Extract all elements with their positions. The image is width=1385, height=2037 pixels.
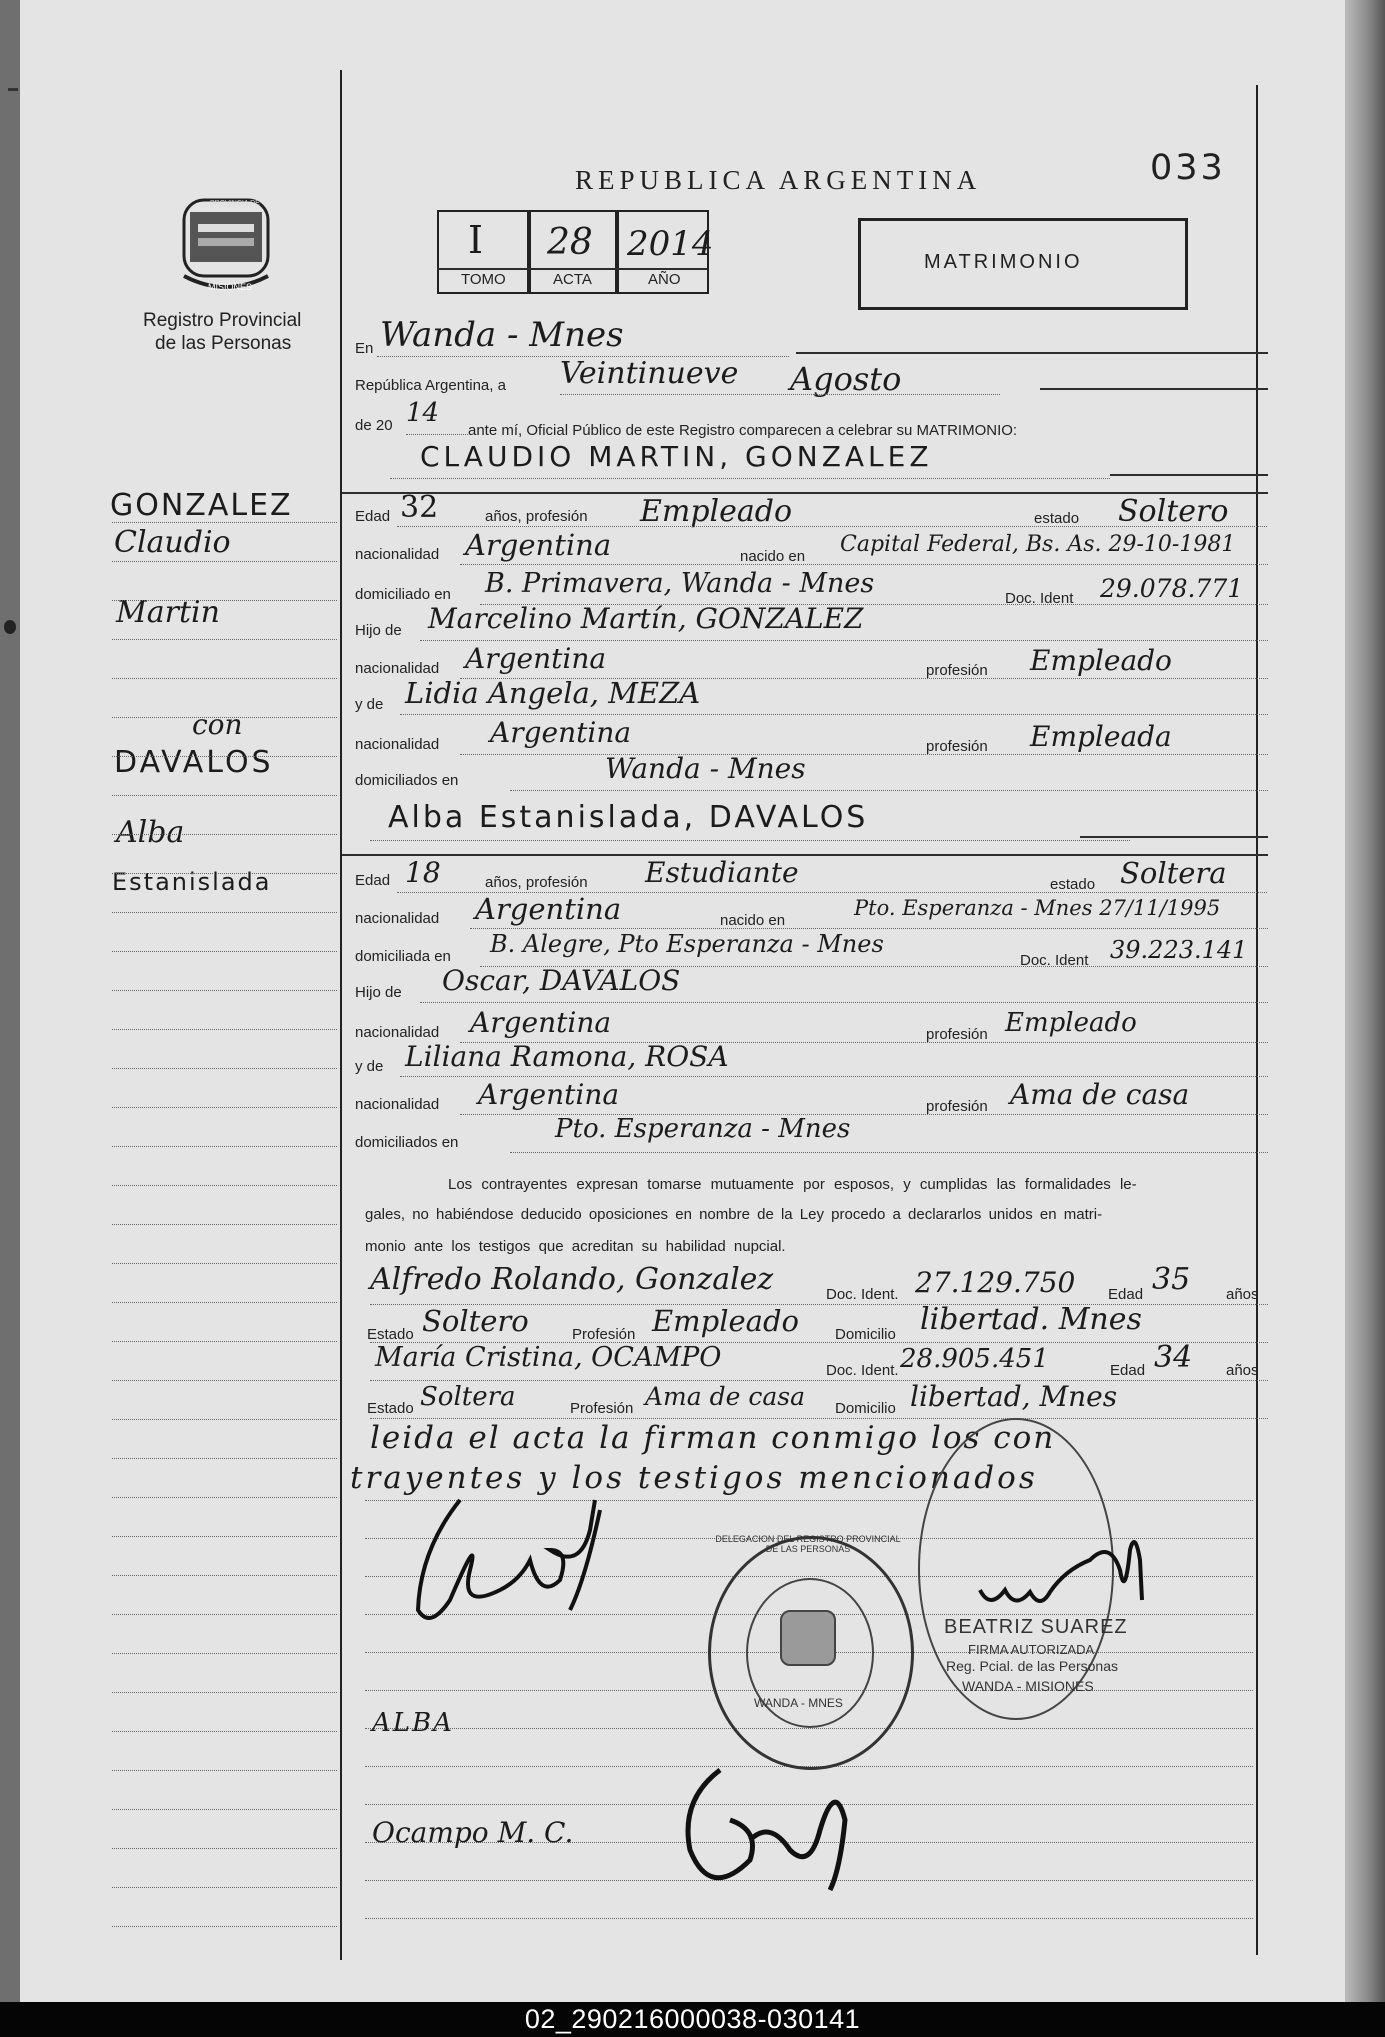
label-profesion: profesión — [926, 1098, 988, 1115]
rule — [460, 564, 1268, 565]
ref-anio-value: 2014 — [627, 224, 714, 264]
rule — [420, 1002, 1268, 1003]
rule — [796, 352, 1268, 354]
label-edad: Edad — [355, 508, 391, 525]
groom-nationality: Argentina — [465, 528, 612, 562]
margin-rule — [112, 639, 337, 640]
closing-line2: trayentes y los testigos mencionados — [350, 1460, 1038, 1496]
margin-bride-name1: Alba — [116, 815, 185, 850]
label-nacionalidad: nacionalidad — [355, 1096, 440, 1113]
body-line2: gales, no habiéndose deducido oposiciones en nombre de la Ley procedo a declararlos unidos en matri- — [365, 1206, 1103, 1223]
body-rule — [365, 1918, 1253, 1919]
witness2-profession: Ama de casa — [645, 1382, 805, 1411]
signature-ocampo: Ocampo M. C. — [372, 1816, 574, 1849]
groom-mother: Lidia Angela, MEZA — [405, 676, 701, 710]
ref-box-divider — [437, 268, 707, 270]
witness2-age: 34 — [1154, 1340, 1193, 1375]
margin-bride-name2: Estanislada — [112, 868, 272, 896]
label-doc-ident2: Doc. Ident. — [826, 1362, 899, 1379]
bride-mother: Liliana Ramona, ROSA — [405, 1040, 729, 1073]
margin-rule — [112, 600, 337, 601]
groom-status: Soltero — [1118, 494, 1229, 529]
margin-rule — [112, 1185, 337, 1186]
witness2-doc: 28.905.451 — [900, 1344, 1049, 1374]
margin-rule — [112, 951, 337, 952]
margin-rule — [112, 1848, 337, 1849]
label-nacionalidad: nacionalidad — [355, 910, 440, 927]
witness2-name: María Cristina, OCAMPO — [375, 1342, 722, 1373]
label-nacionalidad: nacionalidad — [355, 546, 440, 563]
witness1-status: Soltero — [422, 1304, 529, 1338]
label-anos: años — [1226, 1362, 1259, 1379]
margin-divider — [340, 70, 342, 1960]
stamp-name: BEATRIZ SUAREZ — [944, 1616, 1128, 1638]
label-domiciliados-en: domiciliados en — [355, 772, 459, 789]
certificate-page — [20, 0, 1365, 2002]
rule — [1110, 474, 1268, 476]
intro-year: 14 — [406, 398, 440, 428]
margin-rule — [112, 1887, 337, 1888]
groom-address: B. Primavera, Wanda - Mnes — [485, 568, 875, 599]
margin-rule — [112, 561, 337, 562]
bride-profession: Estudiante — [645, 856, 799, 889]
rule — [400, 1076, 1268, 1077]
folio-number: 033 — [1150, 148, 1226, 188]
signature-groom — [400, 1490, 650, 1640]
label-nacionalidad: nacionalidad — [355, 1024, 440, 1041]
margin-rule — [112, 912, 337, 913]
groom-father-profession: Empleado — [1030, 644, 1172, 677]
witness1-profession: Empleado — [652, 1304, 799, 1338]
page-edge — [1345, 0, 1385, 2002]
label-edad2: Edad — [1110, 1362, 1146, 1379]
seal-emblem-icon — [780, 1610, 836, 1666]
doc-type-label: MATRIMONIO — [924, 251, 1083, 273]
rule — [390, 478, 1110, 479]
margin-rule — [112, 1380, 337, 1381]
label-doc-ident: Doc. Ident — [1005, 590, 1074, 607]
margin-rule — [112, 1614, 337, 1615]
bride-full-name: Alba Estanislada, DAVALOS — [388, 800, 869, 835]
margin-rule — [112, 1107, 337, 1108]
rule — [370, 840, 1130, 841]
margin-rule — [112, 1575, 337, 1576]
witness1-name: Alfredo Rolando, Gonzalez — [370, 1262, 774, 1297]
label-domicilio: Domicilio — [835, 1326, 896, 1343]
ref-acta-label: ACTA — [553, 271, 592, 288]
margin-rule — [112, 1341, 337, 1342]
label-y-de: y de — [355, 1058, 384, 1075]
label-profesion: profesión — [926, 738, 988, 755]
body-line1: Los contrayentes expresan tomarse mutuamente por esposos, y cumplidas las formalidades le- — [448, 1176, 1137, 1193]
label-hijo-de: Hijo de — [355, 984, 402, 1001]
signature-alba: ALBA — [372, 1708, 454, 1738]
bride-parents-address: Pto. Esperanza - Mnes — [555, 1114, 851, 1144]
margin-rule — [112, 1263, 337, 1264]
bride-mother-nationality: Argentina — [478, 1078, 620, 1111]
rule — [406, 434, 468, 435]
margin-con: con — [192, 708, 243, 741]
label-edad: Edad — [355, 872, 391, 889]
margin-rule — [112, 1536, 337, 1537]
intro-month: Agosto — [790, 360, 902, 398]
body-line3: monio ante los testigos que acreditan su habilidad nupcial. — [365, 1238, 786, 1255]
rule — [400, 714, 1268, 715]
margin-rule — [112, 834, 337, 835]
rule — [370, 1418, 1268, 1419]
margin-rule — [112, 1926, 337, 1927]
label-domicilio: Domicilio — [835, 1400, 896, 1417]
stamp-place: WANDA - MISIONES — [962, 1678, 1094, 1694]
groom-doc: 29.078.771 — [1100, 574, 1244, 603]
label-y-de: y de — [355, 696, 384, 713]
country-title: REPUBLICA ARGENTINA — [575, 165, 982, 195]
bride-address: B. Alegre, Pto Esperanza - Mnes — [490, 930, 884, 958]
bride-father-nationality: Argentina — [470, 1006, 612, 1039]
label-edad2: Edad — [1108, 1286, 1144, 1303]
groom-born: Capital Federal, Bs. As. 29-10-1981 — [840, 532, 1236, 557]
label-nacionalidad: nacionalidad — [355, 660, 440, 677]
label-republica: República Argentina, a — [355, 377, 506, 394]
margin-rule — [112, 795, 337, 796]
ref-tomo-value: I — [468, 218, 484, 262]
witness2-address: libertad, Mnes — [910, 1380, 1118, 1413]
label-profesion2: Profesión — [570, 1400, 634, 1417]
margin-rule — [112, 1029, 337, 1030]
coat-of-arms-icon — [180, 198, 272, 294]
intro-place: Wanda - Mnes — [380, 315, 624, 355]
label-estado2: Estado — [367, 1400, 414, 1417]
footer-bar — [0, 2002, 1385, 2037]
label-domiciliado-en: domiciliado en — [355, 586, 451, 603]
margin-rule — [112, 990, 337, 991]
stamp-title: FIRMA AUTORIZADA — [968, 1642, 1095, 1657]
label-hijo-de: Hijo de — [355, 622, 402, 639]
rule — [1040, 388, 1268, 390]
signature-witness — [670, 1760, 860, 1900]
margin-rule — [112, 1068, 337, 1069]
label-anos: años — [1226, 1286, 1259, 1303]
rule — [510, 1152, 1268, 1153]
ref-acta-value: 28 — [547, 222, 593, 263]
bride-father: Oscar, DAVALOS — [442, 964, 681, 997]
label-doc-ident: Doc. Ident — [1020, 952, 1089, 969]
bride-status: Soltera — [1120, 856, 1227, 890]
label-anos-profesion: años, profesión — [485, 508, 588, 525]
registry-line2: de las Personas — [155, 333, 292, 354]
groom-age: 32 — [400, 490, 439, 525]
label-estado: estado — [1034, 510, 1080, 527]
witness1-doc: 27.129.750 — [915, 1266, 1076, 1299]
registry-line1: Registro Provincial — [143, 310, 302, 331]
margin-rule — [112, 1731, 337, 1732]
rule — [1080, 836, 1268, 838]
groom-full-name: CLAUDIO MARTIN, GONZALEZ — [420, 440, 933, 473]
signature-official — [970, 1520, 1170, 1620]
margin-rule — [112, 756, 337, 757]
stamp-org: Reg. Pcial. de las Personas — [946, 1658, 1118, 1674]
logo-text-bottom: MISIONES — [208, 282, 253, 292]
label-nacido-en: nacido en — [740, 548, 806, 565]
margin-rule — [112, 678, 337, 679]
margin-rule — [112, 1497, 337, 1498]
rule — [420, 640, 1268, 641]
bride-born: Pto. Esperanza - Mnes 27/11/1995 — [854, 896, 1221, 920]
label-domiciliados-en: domiciliados en — [355, 1134, 459, 1151]
groom-mother-nationality: Argentina — [490, 716, 632, 749]
label-profesion2: Profesión — [572, 1326, 636, 1343]
margin-rule — [112, 1224, 337, 1225]
groom-mother-profession: Empleada — [1030, 720, 1172, 753]
margin-rule — [112, 1302, 337, 1303]
ref-anio-label: AÑO — [648, 271, 681, 288]
label-en: En — [355, 340, 374, 357]
margin-rule — [112, 717, 337, 718]
margin-rule — [112, 1419, 337, 1420]
label-profesion: profesión — [926, 1026, 988, 1043]
margin-rule — [112, 1692, 337, 1693]
margin-rule — [112, 873, 337, 874]
logo-text-top: PROVINCIA DE — [210, 200, 260, 207]
bride-father-profession: Empleado — [1005, 1008, 1137, 1038]
witness1-age: 35 — [1152, 1262, 1191, 1297]
rule — [470, 928, 1268, 929]
rule — [460, 754, 1268, 755]
label-anos-profesion: años, profesión — [485, 874, 588, 891]
margin-rule — [112, 1146, 337, 1147]
seal-text: DELEGACION DEL REGISTRO PROVINCIAL DE LAS PERSONAS — [715, 1534, 901, 1554]
footer-code: 02_290216000038-030141 — [524, 2004, 861, 2034]
intro-day: Veintinueve — [560, 356, 739, 391]
margin-rule — [112, 1458, 337, 1459]
right-frame — [1256, 85, 1258, 1955]
margin-rule — [112, 1653, 337, 1654]
rule — [397, 526, 1267, 527]
groom-profession: Empleado — [640, 494, 793, 529]
bride-mother-profession: Ama de casa — [1010, 1078, 1190, 1111]
label-doc-ident2: Doc. Ident. — [826, 1286, 899, 1303]
binder-mark — [4, 620, 16, 634]
bride-doc: 39.223.141 — [1110, 936, 1248, 964]
ref-tomo-label: TOMO — [461, 271, 506, 288]
rule — [510, 790, 1268, 791]
label-domiciliada-en: domiciliada en — [355, 948, 451, 965]
label-profesion: profesión — [926, 662, 988, 679]
label-estado2: Estado — [367, 1326, 414, 1343]
seal-place: WANDA - MNES — [754, 1696, 843, 1710]
bride-age: 18 — [405, 856, 441, 889]
label-de20: de 20 — [355, 417, 393, 434]
witness1-address: libertad. Mnes — [920, 1302, 1142, 1337]
margin-bride-surname: DAVALOS — [114, 745, 274, 780]
margin-rule — [112, 1809, 337, 1810]
groom-father: Marcelino Martín, GONZALEZ — [428, 602, 864, 635]
margin-groom-name1: Claudio — [114, 525, 231, 560]
label-nacido-en: nacido en — [720, 912, 786, 929]
label-ante: ante mí, Oficial Público de este Registro comparecen a celebrar su MATRIMONIO: — [468, 422, 1018, 439]
rule — [560, 394, 1000, 395]
closing-line1: leida el acta la firman conmigo los con — [370, 1420, 1056, 1456]
label-nacionalidad: nacionalidad — [355, 736, 440, 753]
bride-nationality: Argentina — [475, 892, 622, 926]
margin-groom-surname: GONZALEZ — [110, 488, 293, 523]
margin-rule — [112, 522, 337, 523]
groom-father-nationality: Argentina — [465, 642, 607, 675]
rule — [370, 1380, 1268, 1381]
margin-groom-name2: Martin — [116, 595, 220, 630]
binder-mark — [8, 88, 18, 91]
groom-parents-address: Wanda - Mnes — [605, 752, 806, 785]
margin-rule — [112, 1770, 337, 1771]
label-estado: estado — [1050, 876, 1096, 893]
witness2-status: Soltera — [420, 1382, 516, 1412]
misiones-logo — [180, 198, 272, 294]
